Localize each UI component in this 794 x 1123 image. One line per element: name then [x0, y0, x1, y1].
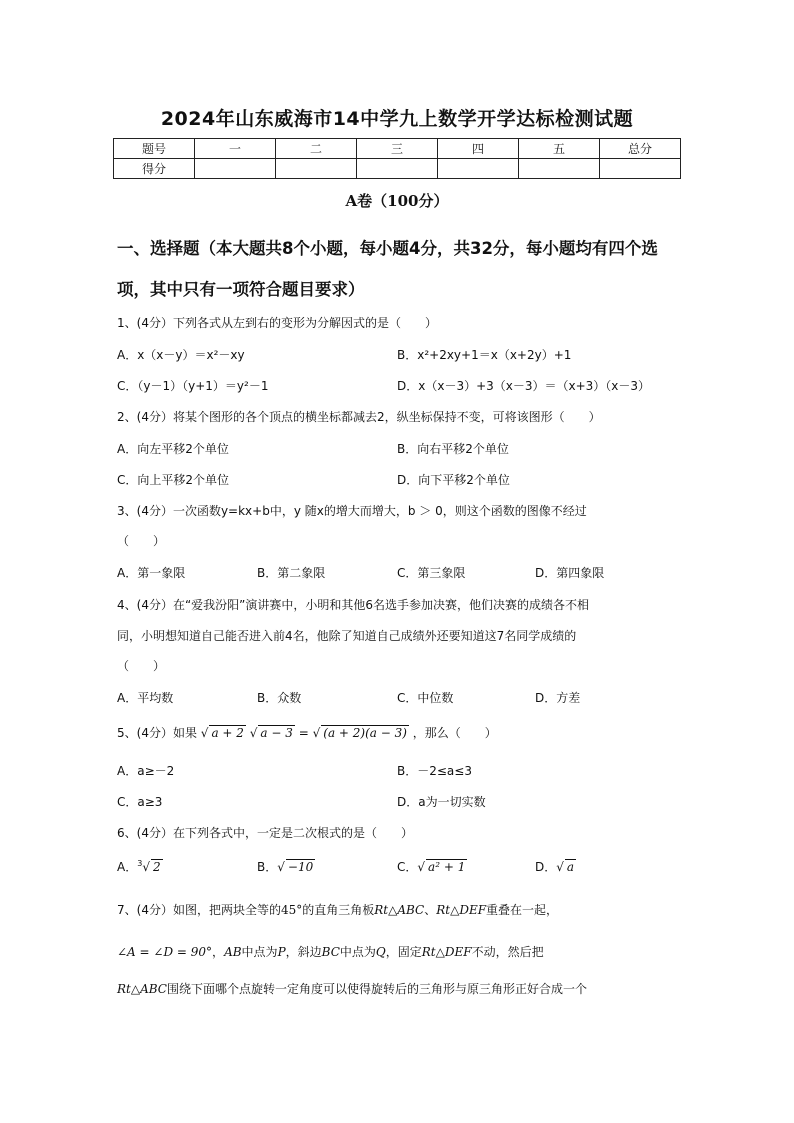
option-letter: A． [117, 860, 138, 874]
question-5-option-a: A．a≥－2 [117, 764, 175, 778]
question-4-stem: 4、(4分）在“爱我汾阳”演讲赛中，小明和其他6名选手参加决赛，他们决赛的成绩各不相 [117, 598, 590, 612]
header-cell: 四 [438, 139, 519, 159]
page-title: 2024年山东威海市14中学九上数学开学达标检测试题 [160, 108, 634, 130]
question-2-option-d: D．向下平移2个单位 [397, 473, 510, 487]
q7-text: 中点为 [241, 945, 278, 959]
section-heading: 一、选择题（本大题共8个小题，每小题4分，共32分，每小题均有四个选项，其中只有一项符合题目要求） [117, 239, 658, 299]
q7-point: Q [375, 945, 386, 959]
header-cell: 二 [276, 139, 357, 159]
q7-text: ，斜边 [285, 945, 322, 959]
question-5-option-c: C．a≥3 [117, 795, 163, 809]
score-table-header-row [114, 139, 681, 159]
radical-expression: √ a [556, 860, 575, 874]
question-2-option-b: B．向右平移2个单位 [397, 442, 509, 456]
question-3-option-a: A．第一象限 [117, 566, 186, 580]
header-cell: 五 [519, 139, 600, 159]
question-5-option-b: B．－2≤a≤3 [397, 764, 472, 778]
radicand: −10 [287, 860, 314, 874]
radical-expression: √ −10 [277, 860, 314, 874]
question-6-stem: 6、(4分）在下列各式中，一定是二次根式的是（ ） [117, 826, 413, 840]
q7-triangle: Rt△DEF [436, 903, 487, 917]
question-1-option-c: C．（y－1）（y+1）＝y²－1 [117, 379, 269, 393]
radical-expression: √ 2 [142, 860, 161, 874]
q7-text: 围绕下面哪个点旋转一定角度可以使得旋转后的三角形与原三角形正好合成一个 [166, 982, 587, 996]
question-3-option-c: C．第三象限 [397, 566, 466, 580]
score-cell: 得分 [114, 159, 195, 179]
radical-expression: √ (a + 2)(a − 3) [312, 726, 407, 740]
q7-segment: BC [321, 945, 340, 959]
question-6-option-a [117, 858, 163, 875]
q7-text: 7、(4分）如图，把两块全等的 [117, 903, 281, 917]
score-table-score-row [114, 159, 681, 179]
question-2-stem: 2、(4分）将某个图形的各个顶点的横坐标都减去2，纵坐标保持不变，可将该图形（ ） [117, 410, 601, 424]
radical-index: 3 [137, 859, 143, 868]
q7-text: ， [212, 945, 225, 959]
radicand: a + 2 [211, 726, 244, 740]
question-6-option-c [397, 858, 467, 875]
radicand: (a + 2)(a − 3) [323, 726, 407, 740]
q7-text: 不动，然后把 [471, 945, 544, 959]
question-4-option-c: C．中位数 [397, 691, 454, 705]
question-6-option-d [535, 858, 576, 875]
q7-text: 、 [424, 903, 437, 917]
score-table [113, 138, 681, 179]
question-5-stem [117, 724, 497, 741]
q7-angle: ∠A = ∠D = 90° [117, 945, 213, 959]
question-3-option-d: D．第四象限 [535, 566, 605, 580]
question-3-stem: 3、(4分）一次函数y=kx+b中，y 随x的增大而增大，b ＞ 0，则这个函数的图像不经过 [117, 504, 587, 518]
q7-text: 的直角三角板 [302, 903, 375, 917]
radical-expression: √ a − 3 [249, 726, 293, 740]
radical-expression: √ a² + 1 [417, 860, 466, 874]
q7-triangle: Rt△DEF [421, 945, 472, 959]
question-4-option-d: D．方差 [535, 691, 581, 705]
radical-expression: √ a + 2 [200, 726, 244, 740]
radicand: a² + 1 [428, 860, 466, 874]
question-5-option-d: D．a为一切实数 [397, 795, 486, 809]
question-7-line-3 [117, 980, 587, 997]
question-1-option-a: A．x（x－y）＝x²－xy [117, 348, 245, 362]
score-cell [276, 159, 357, 179]
question-7-line-1 [117, 901, 558, 918]
score-cell [519, 159, 600, 179]
option-letter: D． [535, 860, 557, 874]
radicand: a − 3 [260, 726, 293, 740]
q7-triangle: Rt△ABC [374, 903, 425, 917]
question-4-option-a: A．平均数 [117, 691, 174, 705]
question-5-suffix: ，那么（ ） [412, 726, 497, 740]
q7-text: 重叠在一起， [486, 903, 559, 917]
score-cell [357, 159, 438, 179]
q7-segment: AB [224, 945, 242, 959]
question-3-option-b: B．第二象限 [257, 566, 326, 580]
q7-point: P [277, 945, 286, 959]
q7-text: 中点为 [339, 945, 376, 959]
question-1-option-b: B．x²+2xy+1＝x（x+2y）+1 [397, 348, 572, 362]
score-cell [600, 159, 681, 179]
header-cell: 题号 [114, 139, 195, 159]
option-letter: B． [257, 860, 278, 874]
question-1-stem: 1、(4分）下列各式从左到右的变形为分解因式的是（ ） [117, 316, 437, 330]
question-6-option-b [257, 858, 315, 875]
score-cell [195, 159, 276, 179]
question-1-option-d: D．x（x－3）+3（x－3）＝（x+3）（x－3） [397, 379, 651, 393]
header-cell: 三 [357, 139, 438, 159]
header-cell: 一 [195, 139, 276, 159]
q7-degree: 45° [280, 903, 303, 917]
question-7-line-2 [117, 943, 544, 960]
question-4-stem-2: 同，小明想知道自己能否进入前4名，他除了知道自己成绩外还要知道这7名同学成绩的 [117, 629, 577, 643]
q7-triangle: Rt△ABC [117, 982, 167, 996]
radicand: a [566, 860, 575, 874]
equals-sign: = [298, 726, 309, 740]
score-cell [438, 159, 519, 179]
q7-text: ，固定 [385, 945, 422, 959]
question-4-option-b: B．众数 [257, 691, 302, 705]
option-letter: C． [397, 860, 418, 874]
question-4-stem-3: （ ） [117, 659, 166, 673]
question-2-option-a: A．向左平移2个单位 [117, 442, 229, 456]
question-5-prefix: 5、(4分）如果 [117, 726, 197, 740]
radicand: 2 [152, 860, 161, 874]
volume-heading: A卷（100分） [345, 192, 449, 210]
header-cell: 总分 [600, 139, 681, 159]
question-2-option-c: C．向上平移2个单位 [117, 473, 230, 487]
question-3-stem-2: （ ） [117, 534, 166, 548]
